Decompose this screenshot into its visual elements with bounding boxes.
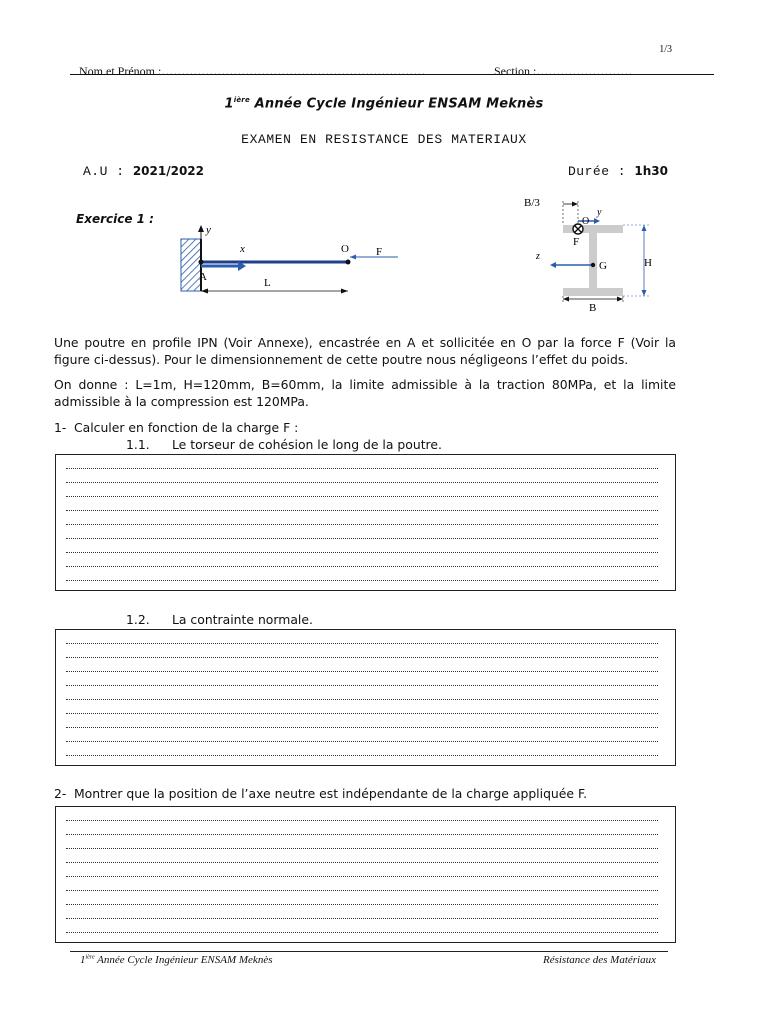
point-o-marker [346, 260, 351, 265]
dim-b3-label: B/3 [524, 197, 540, 209]
section-figure [520, 193, 700, 318]
centroid-marker [591, 263, 595, 267]
point-a-marker [199, 260, 204, 265]
page-number: 1/3 [659, 44, 672, 55]
footer-rule [70, 951, 668, 952]
dim-h-label: H [644, 257, 652, 269]
question-1: 1- Calculer en fonction de la charge F : [54, 420, 299, 435]
problem-statement: Une poutre en profile IPN (Voir Annexe), encastrée en A et sollicitée en O par la force F (Voir la figure ci-dessus). Pour le dimensionnement de cette poutre nous négligeons l’effet du poids. [54, 335, 676, 367]
answer-box-2[interactable] [55, 806, 676, 943]
length-label: L [264, 277, 271, 289]
beam-figure [170, 215, 420, 310]
question-2: 2- Montrer que la position de l’axe neutre est indépendante de la charge appliquée F. [54, 786, 588, 801]
y-axis-label: y [206, 224, 211, 236]
bottom-flange [563, 288, 623, 296]
point-o-label: O [341, 243, 349, 255]
exam-title: EXAMEN EN RESISTANCE DES MATERIAUX [241, 132, 527, 147]
answer-box-1-2[interactable] [55, 629, 676, 766]
exam-duration: Durée : 1h30 [567, 164, 668, 179]
point-a-label: A [199, 271, 207, 283]
given-data: On donne : L=1m, H=120mm, B=60mm, la limite admissible à la traction 80MPa, et la limite admissible à la compression est 120MPa. [54, 377, 676, 409]
question-1-2: 1.2. La contrainte normale. [126, 612, 313, 627]
x-axis-label: x [240, 243, 245, 255]
answer-box-1-1[interactable] [55, 454, 676, 591]
centroid-label: G [599, 260, 607, 272]
exercise-label: Exercice 1 : [76, 212, 154, 226]
top-flange [563, 225, 623, 233]
web [589, 233, 597, 290]
section-y-label: y [597, 207, 602, 218]
header-rule [70, 74, 714, 75]
force-label: F [376, 246, 383, 258]
clamp-support [181, 239, 201, 291]
school-title: $1^{ière}$ Année Cycle Ingénieur ENSAM Meknès [224, 96, 544, 112]
dim-b-label: B [589, 302, 597, 314]
question-1-1: 1.1. Le torseur de cohésion le long de la poutre. [126, 437, 442, 452]
footer-course: Résistance des Matériaux [542, 954, 656, 966]
name-field-label: Nom et Prénom :………………………………………………………… [79, 64, 426, 78]
academic-year: A.U : 2021/2022 [83, 164, 204, 179]
footer-school: $1^{ière}$ Année Cycle Ingénieur ENSAM Meknès [80, 954, 273, 966]
section-z-label: z [536, 251, 540, 262]
section-field-label: Section :…………………… [494, 64, 633, 78]
section-force-label: F [573, 236, 580, 248]
point-o-section-label: O [582, 216, 590, 227]
